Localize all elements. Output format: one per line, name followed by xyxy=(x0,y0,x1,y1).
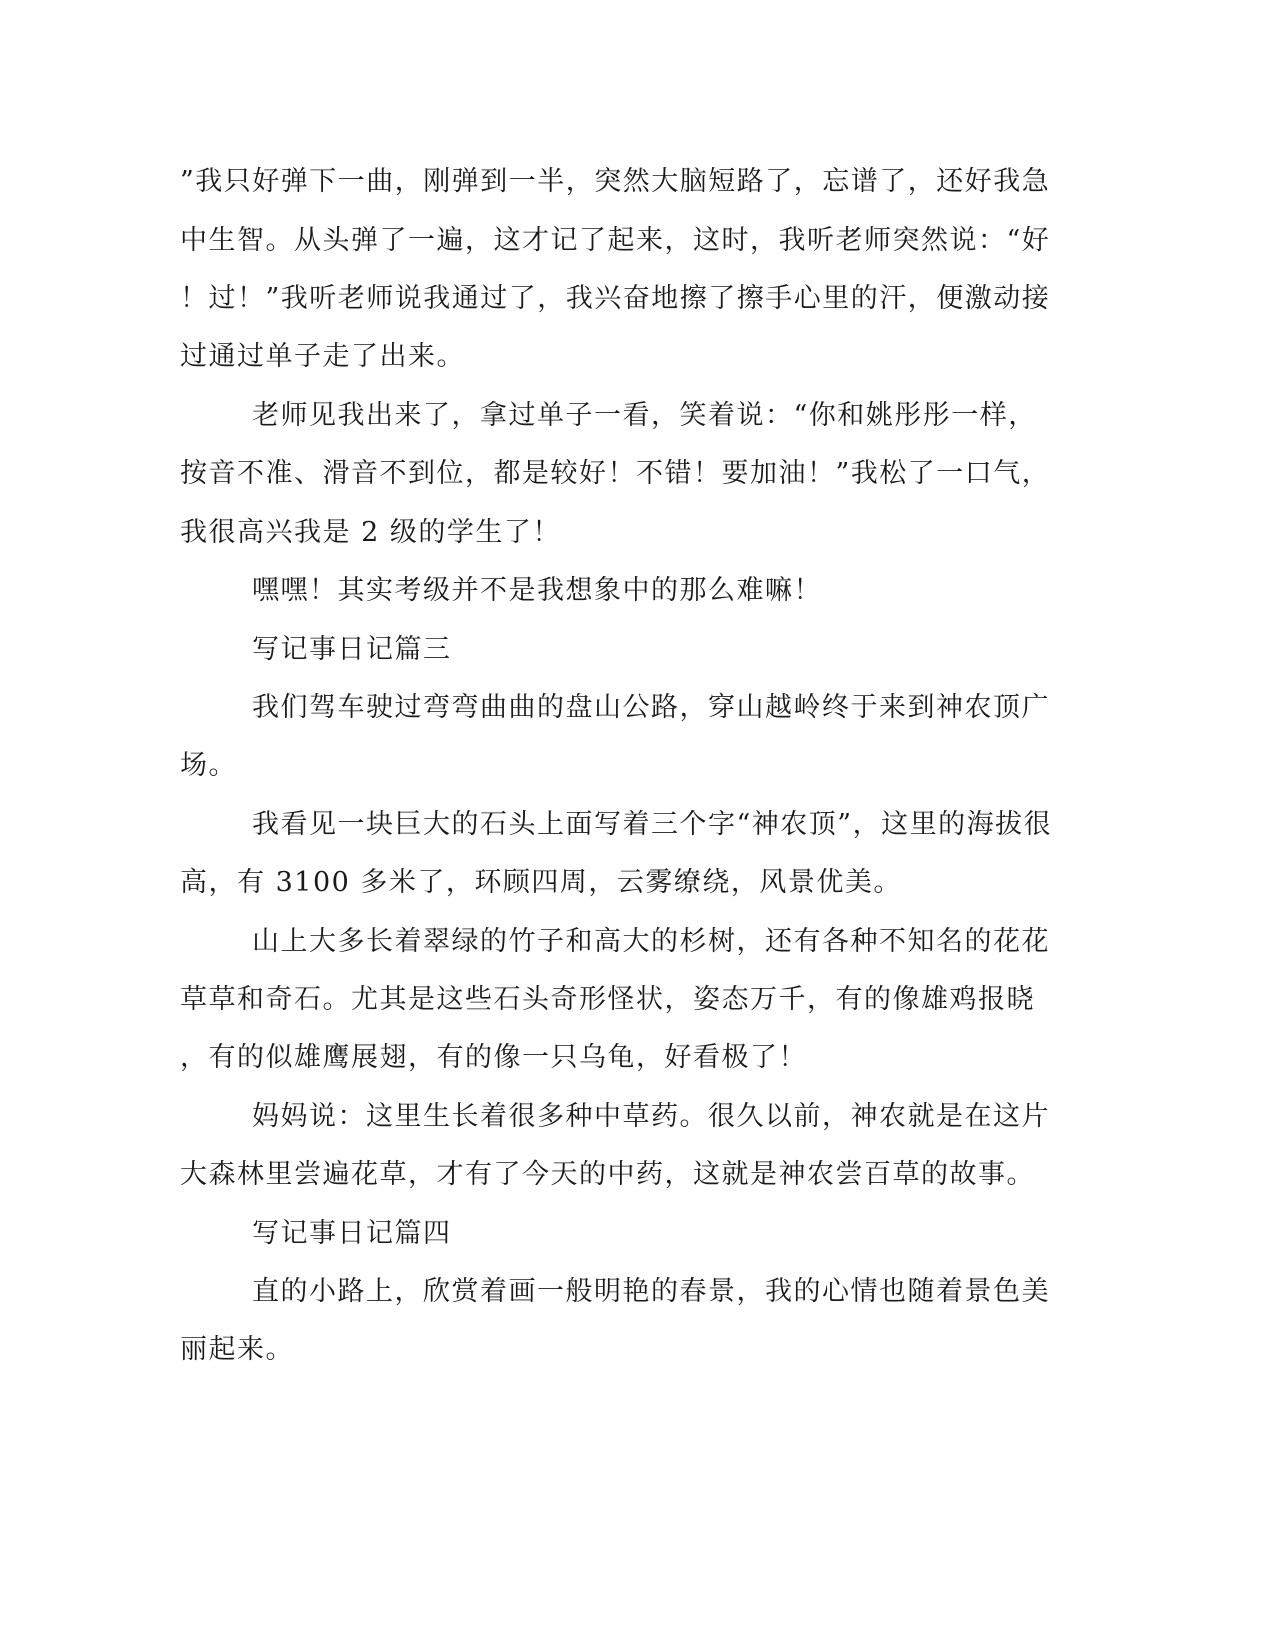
body-text-line: 按音不准、滑音不到位，都是较好！不错！要加油！”我松了一口气， xyxy=(180,458,1051,489)
body-text-line: 我看见一块巨大的石头上面写着三个字“神农顶”，这里的海拔很 xyxy=(252,809,1053,840)
body-text-line: 妈妈说：这里生长着很多种中草药。很久以前，神农就是在这片 xyxy=(252,1101,1050,1132)
body-text-line: 丽起来。 xyxy=(180,1334,294,1365)
body-text-line: 嘿嘿！其实考级并不是我想象中的那么难嘛！ xyxy=(252,575,822,606)
body-text-line: 山上大多长着翠绿的竹子和高大的杉树，还有各种不知名的花花 xyxy=(252,926,1050,957)
body-text-line: 我们驾车驶过弯弯曲曲的盘山公路，穿山越岭终于来到神农顶广 xyxy=(252,692,1050,723)
body-text-line: 草草和奇石。尤其是这些石头奇形怪状，姿态万千，有的像雄鸡报晓 xyxy=(180,984,1035,1015)
body-text-line: 老师见我出来了，拿过单子一看，笑着说：“你和姚彤彤一样， xyxy=(252,400,1037,431)
body-text-line: 我很高兴我是 2 级的学生了！ xyxy=(180,517,561,548)
body-text-line: 场。 xyxy=(180,750,237,781)
body-text-line: ！过！”我听老师说我通过了，我兴奋地擦了擦手心里的汗，便激动接 xyxy=(180,283,1051,314)
body-text-line: 过通过单子走了出来。 xyxy=(180,341,465,372)
body-text-line: 直的小路上，欣赏着画一般明艳的春景，我的心情也随着景色美 xyxy=(252,1276,1050,1307)
body-text-line: 中生智。从头弹了一遍，这才记了起来，这时，我听老师突然说：“好 xyxy=(180,225,1051,256)
section-heading: 写记事日记篇三 xyxy=(252,634,452,665)
body-text-line: 高，有 3100 多米了，环顾四周，云雾缭绕，风景优美。 xyxy=(180,867,902,898)
body-text-line: ，有的似雄鹰展翅，有的像一只乌龟，好看极了！ xyxy=(180,1042,807,1073)
body-text-line: 大森林里尝遍花草，才有了今天的中药，这就是神农尝百草的故事。 xyxy=(180,1159,1035,1190)
section-heading: 写记事日记篇四 xyxy=(252,1218,452,1249)
body-text-line: ”我只好弹下一曲，刚弹到一半，突然大脑短路了，忘谱了，还好我急 xyxy=(180,166,1051,197)
